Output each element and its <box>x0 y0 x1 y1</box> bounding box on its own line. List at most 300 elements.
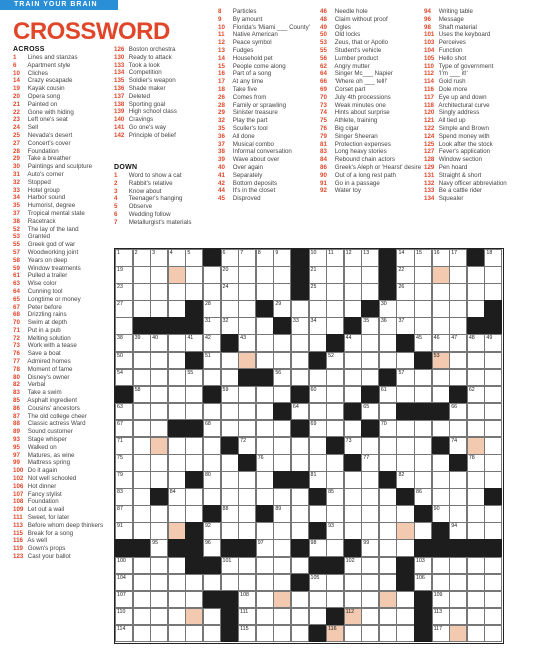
grid-cell[interactable] <box>344 352 362 370</box>
grid-cell[interactable] <box>115 488 133 506</box>
grid-cell[interactable] <box>203 437 221 455</box>
grid-cell[interactable] <box>221 420 239 438</box>
grid-cell[interactable] <box>273 437 291 455</box>
grid-cell[interactable] <box>344 522 362 540</box>
grid-cell[interactable] <box>396 352 414 370</box>
grid-cell[interactable] <box>326 574 344 592</box>
grid-cell[interactable] <box>185 249 203 267</box>
grid-cell[interactable] <box>256 591 274 609</box>
grid-cell[interactable] <box>203 608 221 626</box>
grid-cell[interactable] <box>467 352 485 370</box>
grid-cell[interactable] <box>256 574 274 592</box>
grid-cell[interactable] <box>203 539 221 557</box>
grid-cell[interactable] <box>449 574 467 592</box>
grid-cell[interactable] <box>396 505 414 523</box>
grid-cell[interactable] <box>326 454 344 472</box>
grid-cell[interactable] <box>150 369 168 387</box>
grid-cell[interactable] <box>150 420 168 438</box>
grid-cell[interactable] <box>221 266 239 284</box>
grid-cell[interactable] <box>133 608 151 626</box>
grid-cell[interactable] <box>185 505 203 523</box>
grid-cell[interactable] <box>449 557 467 575</box>
grid-cell[interactable] <box>273 369 291 387</box>
grid-cell[interactable] <box>414 574 432 592</box>
grid-cell[interactable] <box>203 420 221 438</box>
grid-cell[interactable] <box>396 420 414 438</box>
grid-cell[interactable] <box>467 625 485 643</box>
grid-cell[interactable] <box>344 488 362 506</box>
grid-cell[interactable] <box>291 403 309 421</box>
grid-cell[interactable] <box>203 266 221 284</box>
grid-cell[interactable] <box>273 334 291 352</box>
grid-cell[interactable] <box>256 420 274 438</box>
grid-cell[interactable] <box>221 352 239 370</box>
grid-cell[interactable] <box>467 557 485 575</box>
grid-cell[interactable] <box>291 557 309 575</box>
grid-cell[interactable] <box>344 591 362 609</box>
grid-cell[interactable] <box>168 437 186 455</box>
grid-cell[interactable] <box>484 471 502 489</box>
grid-cell[interactable] <box>238 437 256 455</box>
grid-cell[interactable] <box>133 300 151 318</box>
grid-cell[interactable] <box>432 266 450 284</box>
grid-cell[interactable] <box>133 591 151 609</box>
grid-cell[interactable] <box>326 352 344 370</box>
grid-cell[interactable] <box>256 249 274 267</box>
grid-cell[interactable] <box>326 420 344 438</box>
grid-cell[interactable] <box>221 522 239 540</box>
grid-cell[interactable] <box>256 488 274 506</box>
grid-cell[interactable] <box>273 505 291 523</box>
grid-cell[interactable] <box>115 420 133 438</box>
grid-cell[interactable] <box>133 625 151 643</box>
grid-cell[interactable] <box>396 522 414 540</box>
grid-cell[interactable] <box>150 334 168 352</box>
grid-cell[interactable] <box>168 471 186 489</box>
grid-cell[interactable] <box>326 300 344 318</box>
grid-cell[interactable] <box>291 317 309 335</box>
grid-cell[interactable] <box>133 454 151 472</box>
grid-cell[interactable] <box>326 488 344 506</box>
grid-cell[interactable] <box>326 317 344 335</box>
grid-cell[interactable] <box>432 471 450 489</box>
grid-cell[interactable] <box>484 352 502 370</box>
grid-cell[interactable] <box>238 300 256 318</box>
grid-cell[interactable] <box>432 608 450 626</box>
grid-cell[interactable] <box>168 488 186 506</box>
grid-cell[interactable] <box>449 420 467 438</box>
grid-cell[interactable] <box>379 574 397 592</box>
grid-cell[interactable] <box>467 574 485 592</box>
grid-cell[interactable] <box>115 557 133 575</box>
grid-cell[interactable] <box>273 488 291 506</box>
grid-cell[interactable] <box>432 505 450 523</box>
grid-cell[interactable] <box>361 283 379 301</box>
grid-cell[interactable] <box>414 334 432 352</box>
grid-cell[interactable] <box>168 249 186 267</box>
grid-cell[interactable] <box>203 574 221 592</box>
grid-cell[interactable] <box>361 454 379 472</box>
grid-cell[interactable] <box>168 403 186 421</box>
grid-cell[interactable] <box>309 334 327 352</box>
grid-cell[interactable] <box>309 454 327 472</box>
grid-cell[interactable] <box>291 591 309 609</box>
grid-cell[interactable] <box>326 522 344 540</box>
grid-cell[interactable] <box>133 283 151 301</box>
grid-cell[interactable] <box>449 352 467 370</box>
grid-cell[interactable] <box>115 266 133 284</box>
grid-cell[interactable] <box>168 386 186 404</box>
grid-cell[interactable] <box>309 403 327 421</box>
grid-cell[interactable] <box>467 591 485 609</box>
grid-cell[interactable] <box>326 539 344 557</box>
grid-cell[interactable] <box>467 266 485 284</box>
grid-cell[interactable] <box>291 300 309 318</box>
grid-cell[interactable] <box>309 300 327 318</box>
grid-cell[interactable] <box>203 317 221 335</box>
grid-cell[interactable] <box>467 369 485 387</box>
grid-cell[interactable] <box>238 386 256 404</box>
grid-cell[interactable] <box>449 283 467 301</box>
grid-cell[interactable] <box>185 625 203 643</box>
grid-cell[interactable] <box>432 557 450 575</box>
grid-cell[interactable] <box>449 625 467 643</box>
grid-cell[interactable] <box>309 608 327 626</box>
grid-cell[interactable] <box>133 266 151 284</box>
grid-cell[interactable] <box>133 557 151 575</box>
grid-cell[interactable] <box>115 437 133 455</box>
grid-cell[interactable] <box>467 420 485 438</box>
grid-cell[interactable] <box>396 591 414 609</box>
grid-cell[interactable] <box>396 317 414 335</box>
grid-cell[interactable] <box>379 300 397 318</box>
grid-cell[interactable] <box>185 283 203 301</box>
grid-cell[interactable] <box>256 471 274 489</box>
grid-cell[interactable] <box>238 266 256 284</box>
grid-cell[interactable] <box>221 505 239 523</box>
grid-cell[interactable] <box>361 488 379 506</box>
grid-cell[interactable] <box>379 522 397 540</box>
grid-cell[interactable] <box>414 471 432 489</box>
grid-cell[interactable] <box>396 386 414 404</box>
grid-cell[interactable] <box>432 454 450 472</box>
grid-cell[interactable] <box>185 574 203 592</box>
grid-cell[interactable] <box>256 266 274 284</box>
grid-cell[interactable] <box>115 608 133 626</box>
grid-cell[interactable] <box>432 386 450 404</box>
grid-cell[interactable] <box>432 283 450 301</box>
grid-cell[interactable] <box>133 352 151 370</box>
grid-cell[interactable] <box>361 471 379 489</box>
grid-cell[interactable] <box>115 300 133 318</box>
grid-cell[interactable] <box>115 334 133 352</box>
grid-cell[interactable] <box>185 369 203 387</box>
grid-cell[interactable] <box>150 591 168 609</box>
grid-cell[interactable] <box>203 522 221 540</box>
grid-cell[interactable] <box>432 334 450 352</box>
grid-cell[interactable] <box>168 283 186 301</box>
grid-cell[interactable] <box>379 539 397 557</box>
grid-cell[interactable] <box>484 249 502 267</box>
grid-cell[interactable] <box>432 574 450 592</box>
grid-cell[interactable] <box>379 454 397 472</box>
grid-cell[interactable] <box>432 625 450 643</box>
grid-cell[interactable] <box>115 522 133 540</box>
grid-cell[interactable] <box>344 608 362 626</box>
grid-cell[interactable] <box>185 437 203 455</box>
grid-cell[interactable] <box>115 574 133 592</box>
grid-cell[interactable] <box>150 403 168 421</box>
grid-cell[interactable] <box>150 352 168 370</box>
grid-cell[interactable] <box>115 505 133 523</box>
grid-cell[interactable] <box>449 608 467 626</box>
grid-cell[interactable] <box>238 608 256 626</box>
grid-cell[interactable] <box>449 591 467 609</box>
grid-cell[interactable] <box>449 522 467 540</box>
grid-cell[interactable] <box>238 522 256 540</box>
grid-cell[interactable] <box>150 608 168 626</box>
grid-cell[interactable] <box>396 369 414 387</box>
grid-cell[interactable] <box>168 300 186 318</box>
grid-cell[interactable] <box>344 369 362 387</box>
grid-cell[interactable] <box>273 591 291 609</box>
grid-cell[interactable] <box>484 522 502 540</box>
grid-cell[interactable] <box>361 557 379 575</box>
crossword-grid[interactable] <box>114 248 504 644</box>
grid-cell[interactable] <box>221 317 239 335</box>
grid-cell[interactable] <box>484 369 502 387</box>
grid-cell[interactable] <box>238 352 256 370</box>
grid-cell[interactable] <box>344 625 362 643</box>
grid-cell[interactable] <box>449 266 467 284</box>
grid-cell[interactable] <box>326 625 344 643</box>
grid-cell[interactable] <box>414 283 432 301</box>
grid-cell[interactable] <box>291 488 309 506</box>
grid-cell[interactable] <box>150 386 168 404</box>
grid-cell[interactable] <box>326 505 344 523</box>
grid-cell[interactable] <box>484 283 502 301</box>
grid-cell[interactable] <box>361 591 379 609</box>
grid-cell[interactable] <box>168 454 186 472</box>
grid-cell[interactable] <box>238 420 256 438</box>
grid-cell[interactable] <box>309 420 327 438</box>
grid-cell[interactable] <box>467 386 485 404</box>
grid-cell[interactable] <box>221 300 239 318</box>
grid-cell[interactable] <box>361 266 379 284</box>
grid-cell[interactable] <box>432 249 450 267</box>
grid-cell[interactable] <box>379 386 397 404</box>
grid-cell[interactable] <box>432 352 450 370</box>
grid-cell[interactable] <box>484 574 502 592</box>
grid-cell[interactable] <box>449 249 467 267</box>
grid-cell[interactable] <box>449 403 467 421</box>
grid-cell[interactable] <box>484 505 502 523</box>
grid-cell[interactable] <box>185 386 203 404</box>
grid-cell[interactable] <box>484 420 502 438</box>
grid-cell[interactable] <box>115 471 133 489</box>
grid-cell[interactable] <box>273 386 291 404</box>
grid-cell[interactable] <box>150 557 168 575</box>
grid-cell[interactable] <box>273 557 291 575</box>
grid-cell[interactable] <box>326 369 344 387</box>
grid-cell[interactable] <box>256 386 274 404</box>
grid-cell[interactable] <box>150 625 168 643</box>
grid-cell[interactable] <box>379 505 397 523</box>
grid-cell[interactable] <box>238 249 256 267</box>
grid-cell[interactable] <box>379 608 397 626</box>
grid-cell[interactable] <box>484 437 502 455</box>
grid-cell[interactable] <box>168 625 186 643</box>
grid-cell[interactable] <box>396 454 414 472</box>
grid-cell[interactable] <box>133 505 151 523</box>
grid-cell[interactable] <box>168 334 186 352</box>
grid-cell[interactable] <box>432 317 450 335</box>
grid-cell[interactable] <box>203 283 221 301</box>
grid-cell[interactable] <box>467 300 485 318</box>
grid-cell[interactable] <box>396 625 414 643</box>
grid-cell[interactable] <box>414 557 432 575</box>
grid-cell[interactable] <box>467 505 485 523</box>
grid-cell[interactable] <box>150 300 168 318</box>
grid-cell[interactable] <box>256 625 274 643</box>
grid-cell[interactable] <box>291 505 309 523</box>
grid-cell[interactable] <box>133 420 151 438</box>
grid-cell[interactable] <box>221 386 239 404</box>
grid-cell[interactable] <box>150 574 168 592</box>
grid-cell[interactable] <box>361 403 379 421</box>
grid-cell[interactable] <box>449 471 467 489</box>
grid-cell[interactable] <box>396 471 414 489</box>
grid-cell[interactable] <box>238 557 256 575</box>
grid-cell[interactable] <box>344 283 362 301</box>
grid-cell[interactable] <box>309 283 327 301</box>
grid-cell[interactable] <box>238 283 256 301</box>
grid-cell[interactable] <box>203 403 221 421</box>
grid-cell[interactable] <box>326 266 344 284</box>
grid-cell[interactable] <box>203 300 221 318</box>
grid-cell[interactable] <box>326 591 344 609</box>
grid-cell[interactable] <box>256 522 274 540</box>
grid-cell[interactable] <box>309 591 327 609</box>
grid-cell[interactable] <box>256 352 274 370</box>
grid-cell[interactable] <box>361 369 379 387</box>
grid-cell[interactable] <box>467 283 485 301</box>
grid-cell[interactable] <box>221 557 239 575</box>
grid-cell[interactable] <box>115 369 133 387</box>
grid-cell[interactable] <box>326 249 344 267</box>
grid-cell[interactable] <box>309 317 327 335</box>
grid-cell[interactable] <box>238 403 256 421</box>
grid-cell[interactable] <box>291 334 309 352</box>
grid-cell[interactable] <box>414 437 432 455</box>
grid-cell[interactable] <box>168 505 186 523</box>
grid-cell[interactable] <box>273 454 291 472</box>
grid-cell[interactable] <box>414 266 432 284</box>
grid-cell[interactable] <box>432 300 450 318</box>
grid-cell[interactable] <box>150 471 168 489</box>
grid-cell[interactable] <box>379 591 397 609</box>
grid-cell[interactable] <box>256 437 274 455</box>
grid-cell[interactable] <box>221 283 239 301</box>
grid-cell[interactable] <box>203 334 221 352</box>
grid-cell[interactable] <box>467 403 485 421</box>
grid-cell[interactable] <box>133 403 151 421</box>
grid-cell[interactable] <box>344 437 362 455</box>
grid-cell[interactable] <box>133 386 151 404</box>
grid-cell[interactable] <box>449 317 467 335</box>
grid-cell[interactable] <box>414 488 432 506</box>
grid-cell[interactable] <box>203 369 221 387</box>
grid-cell[interactable] <box>344 471 362 489</box>
grid-cell[interactable] <box>467 334 485 352</box>
grid-cell[interactable] <box>115 352 133 370</box>
grid-cell[interactable] <box>344 505 362 523</box>
grid-cell[interactable] <box>273 608 291 626</box>
grid-cell[interactable] <box>344 420 362 438</box>
grid-cell[interactable] <box>344 574 362 592</box>
grid-cell[interactable] <box>449 300 467 318</box>
grid-cell[interactable] <box>467 437 485 455</box>
grid-cell[interactable] <box>379 403 397 421</box>
grid-cell[interactable] <box>414 249 432 267</box>
grid-cell[interactable] <box>168 591 186 609</box>
grid-cell[interactable] <box>467 522 485 540</box>
grid-cell[interactable] <box>379 557 397 575</box>
grid-cell[interactable] <box>185 454 203 472</box>
grid-cell[interactable] <box>238 591 256 609</box>
grid-cell[interactable] <box>115 249 133 267</box>
grid-cell[interactable] <box>273 574 291 592</box>
grid-cell[interactable] <box>133 574 151 592</box>
grid-cell[interactable] <box>185 608 203 626</box>
grid-cell[interactable] <box>309 386 327 404</box>
grid-cell[interactable] <box>133 488 151 506</box>
grid-cell[interactable] <box>326 403 344 421</box>
grid-cell[interactable] <box>484 557 502 575</box>
grid-cell[interactable] <box>361 249 379 267</box>
grid-cell[interactable] <box>238 488 256 506</box>
grid-cell[interactable] <box>467 488 485 506</box>
grid-cell[interactable] <box>115 317 133 335</box>
grid-cell[interactable] <box>221 574 239 592</box>
grid-cell[interactable] <box>344 249 362 267</box>
grid-cell[interactable] <box>291 352 309 370</box>
grid-cell[interactable] <box>309 369 327 387</box>
grid-cell[interactable] <box>484 454 502 472</box>
grid-cell[interactable] <box>133 471 151 489</box>
grid-cell[interactable] <box>484 625 502 643</box>
grid-cell[interactable] <box>273 625 291 643</box>
grid-cell[interactable] <box>221 369 239 387</box>
grid-cell[interactable] <box>185 334 203 352</box>
grid-cell[interactable] <box>379 488 397 506</box>
grid-cell[interactable] <box>185 266 203 284</box>
grid-cell[interactable] <box>168 522 186 540</box>
grid-cell[interactable] <box>115 591 133 609</box>
grid-cell[interactable] <box>221 249 239 267</box>
grid-cell[interactable] <box>273 420 291 438</box>
grid-cell[interactable] <box>484 608 502 626</box>
grid-cell[interactable] <box>467 471 485 489</box>
grid-cell[interactable] <box>115 625 133 643</box>
grid-cell[interactable] <box>256 283 274 301</box>
grid-cell[interactable] <box>150 454 168 472</box>
grid-cell[interactable] <box>256 557 274 575</box>
grid-cell[interactable] <box>203 471 221 489</box>
grid-cell[interactable] <box>309 249 327 267</box>
grid-cell[interactable] <box>344 557 362 575</box>
grid-cell[interactable] <box>396 437 414 455</box>
